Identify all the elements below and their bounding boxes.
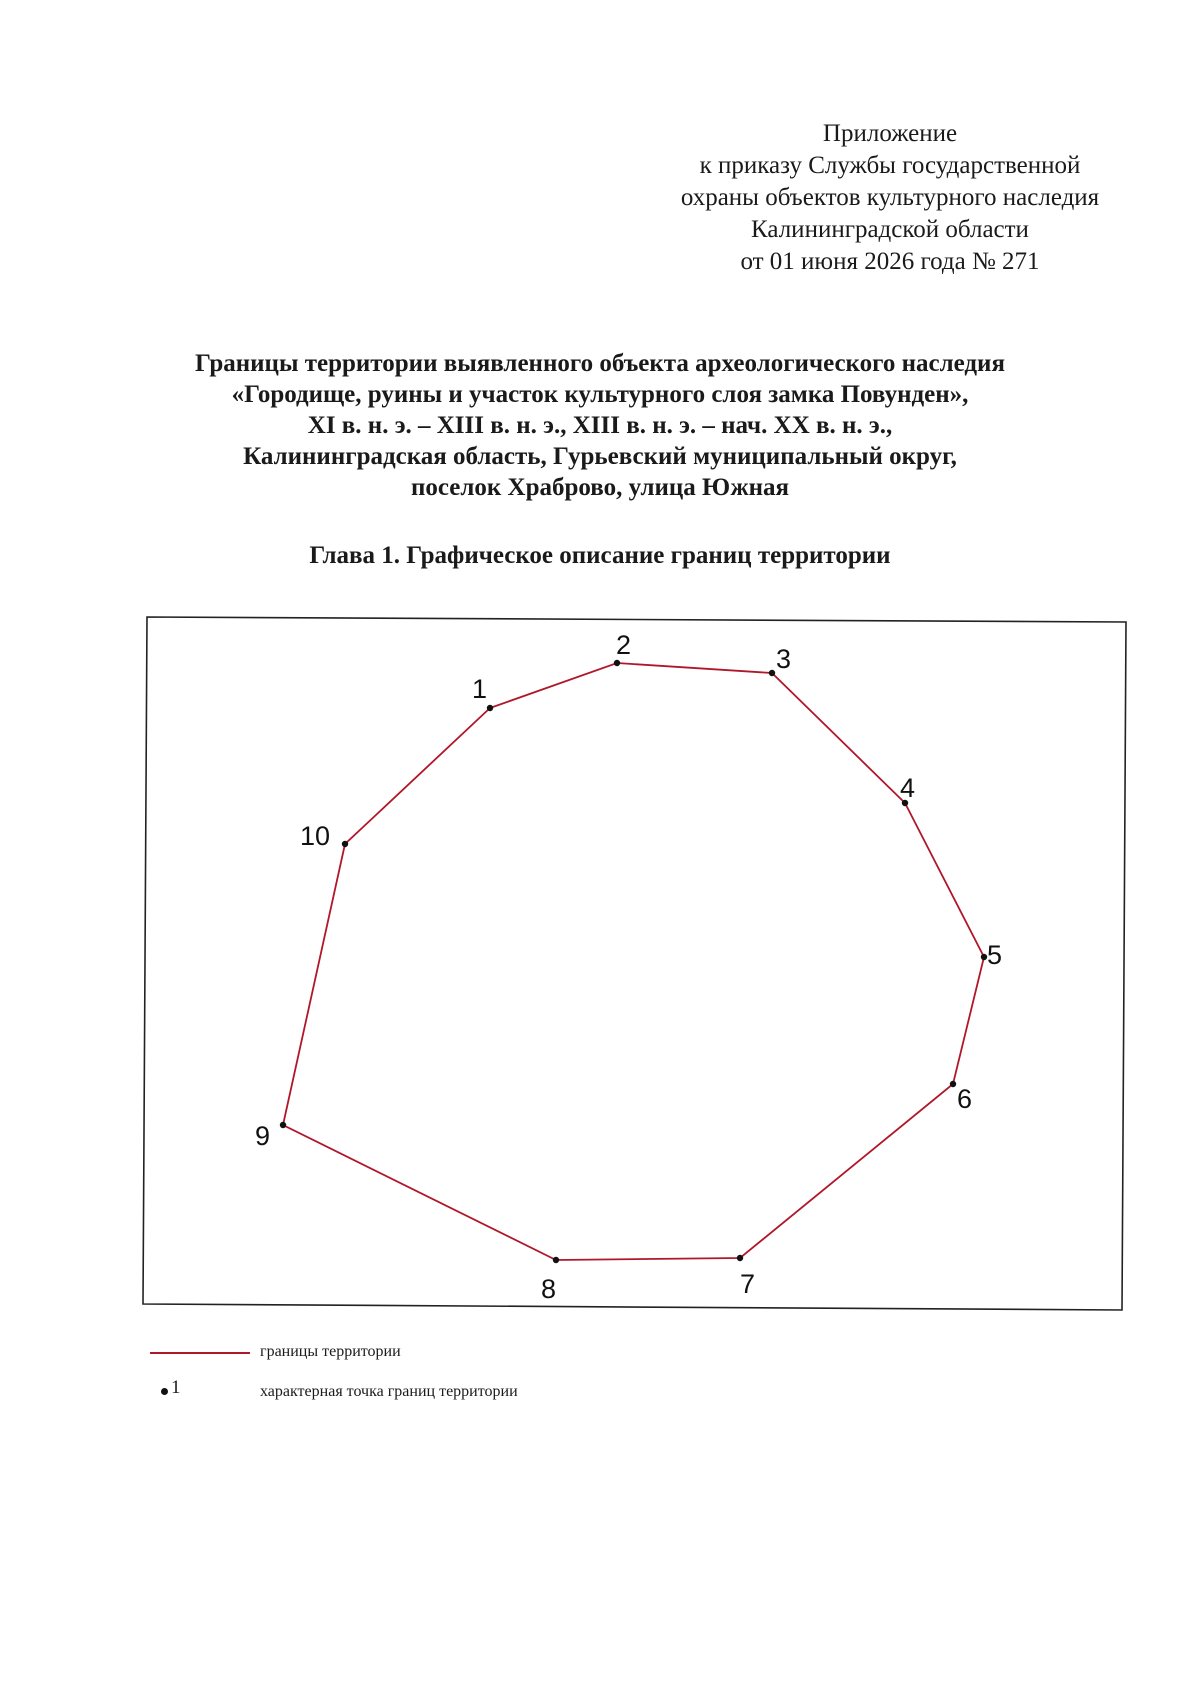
boundary-point-7 bbox=[737, 1255, 743, 1261]
boundary-point-label-8: 8 bbox=[541, 1274, 557, 1304]
boundary-point-label-2: 2 bbox=[616, 630, 632, 660]
appendix-line: Калининградской области bbox=[751, 216, 1029, 243]
boundary-group bbox=[255, 630, 1002, 1304]
legend-point-number: 1 bbox=[171, 1377, 181, 1398]
appendix-line: Приложение bbox=[822, 120, 958, 147]
boundary-point-label-9: 9 bbox=[255, 1121, 271, 1151]
boundary-point-1 bbox=[487, 705, 493, 711]
boundary-point-2 bbox=[614, 660, 620, 666]
boundary-point-label-3: 3 bbox=[776, 644, 792, 674]
boundary-point-9 bbox=[280, 1122, 286, 1128]
legend-boundary-line bbox=[150, 1352, 250, 1354]
boundary-point-8 bbox=[553, 1257, 559, 1263]
boundary-point-label-4: 4 bbox=[900, 773, 916, 803]
title-line: Границы территории выявленного объекта археологического наследия bbox=[195, 350, 1005, 377]
appendix-line: охраны объектов культурного наследия bbox=[680, 184, 1100, 211]
title-line: XI в. н. э. – XIII в. н. э., XIII в. н. э. – нач. XX в. н. э., bbox=[307, 412, 893, 439]
boundary-point-3 bbox=[769, 670, 775, 676]
appendix-line: к приказу Службы государственной bbox=[699, 152, 1081, 179]
boundary-point-label-5: 5 bbox=[987, 940, 1003, 970]
title-line: поселок Храброво, улица Южная bbox=[410, 474, 790, 501]
territory-boundary-line bbox=[283, 663, 984, 1260]
boundary-point-label-1: 1 bbox=[472, 674, 488, 704]
scheme-frame bbox=[143, 617, 1126, 1310]
chapter-heading: Глава 1. Графическое описание границ территории bbox=[309, 542, 891, 569]
legend-boundary-label: границы территории bbox=[260, 1343, 401, 1360]
boundary-point-6 bbox=[950, 1081, 956, 1087]
boundary-point-label-10: 10 bbox=[300, 821, 331, 851]
appendix-line: от 01 июня 2026 года № 271 bbox=[740, 248, 1040, 275]
legend-point-label: характерная точка границ территории bbox=[260, 1383, 518, 1400]
boundary-point-label-6: 6 bbox=[957, 1084, 973, 1114]
legend-point-marker bbox=[161, 1388, 168, 1395]
title-line: «Городище, руины и участок культурного слоя замка Повунден», bbox=[231, 381, 969, 408]
title-line: Калининградская область, Гурьевский муниципальный округ, bbox=[243, 443, 957, 470]
boundary-point-10 bbox=[342, 841, 348, 847]
boundary-point-label-7: 7 bbox=[740, 1269, 756, 1299]
